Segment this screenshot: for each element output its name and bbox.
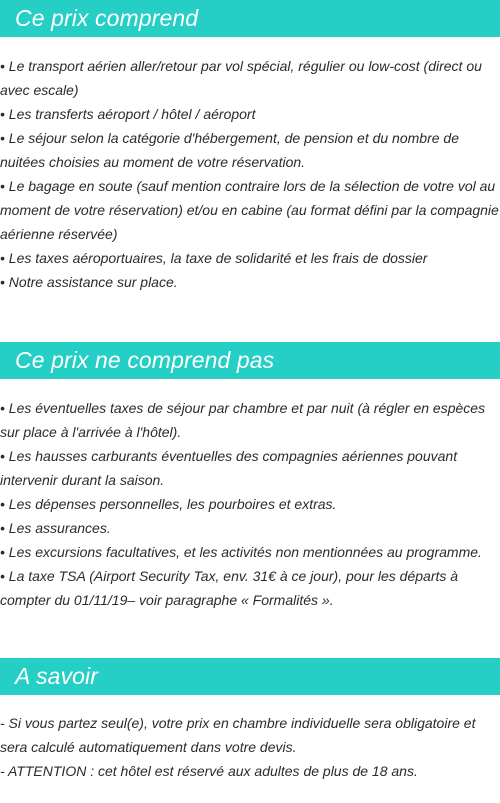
- list-item: • Les hausses carburants éventuelles des compagnies aériennes pouvant intervenir durant la saison.: [0, 448, 458, 488]
- list-item: - Si vous partez seul(e), votre prix en chambre individuelle sera obligatoire et sera calculé automatiquement dans votre devis.: [0, 715, 476, 755]
- list-item: • Notre assistance sur place.: [0, 274, 178, 290]
- list-item: • Les éventuelles taxes de séjour par chambre et par nuit (à régler en espèces sur place à l'arrivée à l'hôtel).: [0, 400, 486, 440]
- list-item: - ATTENTION : cet hôtel est réservé aux adultes de plus de 18 ans.: [0, 763, 418, 779]
- section-excluded: [0, 342, 500, 612]
- section-header-excluded: [0, 342, 500, 379]
- info-list: [0, 695, 500, 783]
- section-title-info: A savoir: [15, 663, 99, 689]
- list-item: • Les taxes aéroportuaires, la taxe de solidarité et les frais de dossier: [0, 250, 428, 266]
- list-item: • Le transport aérien aller/retour par vol spécial, régulier ou low-cost (direct ou avec escale): [0, 58, 482, 98]
- list-item: • La taxe TSA (Airport Security Tax, env. 31€ à ce jour), pour les départs à compter du 01/11/19– voir paragraphe « Formalités ».: [0, 568, 459, 608]
- section-included: [0, 0, 500, 294]
- section-title-excluded: Ce prix ne comprend pas: [15, 347, 275, 373]
- included-list: [0, 37, 500, 294]
- list-item: • Le bagage en soute (sauf mention contraire lors de la sélection de votre vol au moment de votre réservation) et/ou en cabine (au format défini par la compagnie aérienne réservée): [0, 178, 499, 242]
- section-header-included: [0, 0, 500, 37]
- section-info: [0, 658, 500, 783]
- list-item: • Les excursions facultatives, et les activités non mentionnées au programme.: [0, 544, 482, 560]
- section-header-info: [0, 658, 500, 695]
- list-item: • Les assurances.: [0, 520, 111, 536]
- list-item: • Les dépenses personnelles, les pourboires et extras.: [0, 496, 337, 512]
- list-item: • Le séjour selon la catégorie d'hébergement, de pension et du nombre de nuitées choisies au moment de votre réservation.: [0, 130, 459, 170]
- excluded-list: [0, 379, 500, 612]
- list-item: • Les transferts aéroport / hôtel / aéroport: [0, 106, 256, 122]
- section-title-included: Ce prix comprend: [15, 5, 199, 31]
